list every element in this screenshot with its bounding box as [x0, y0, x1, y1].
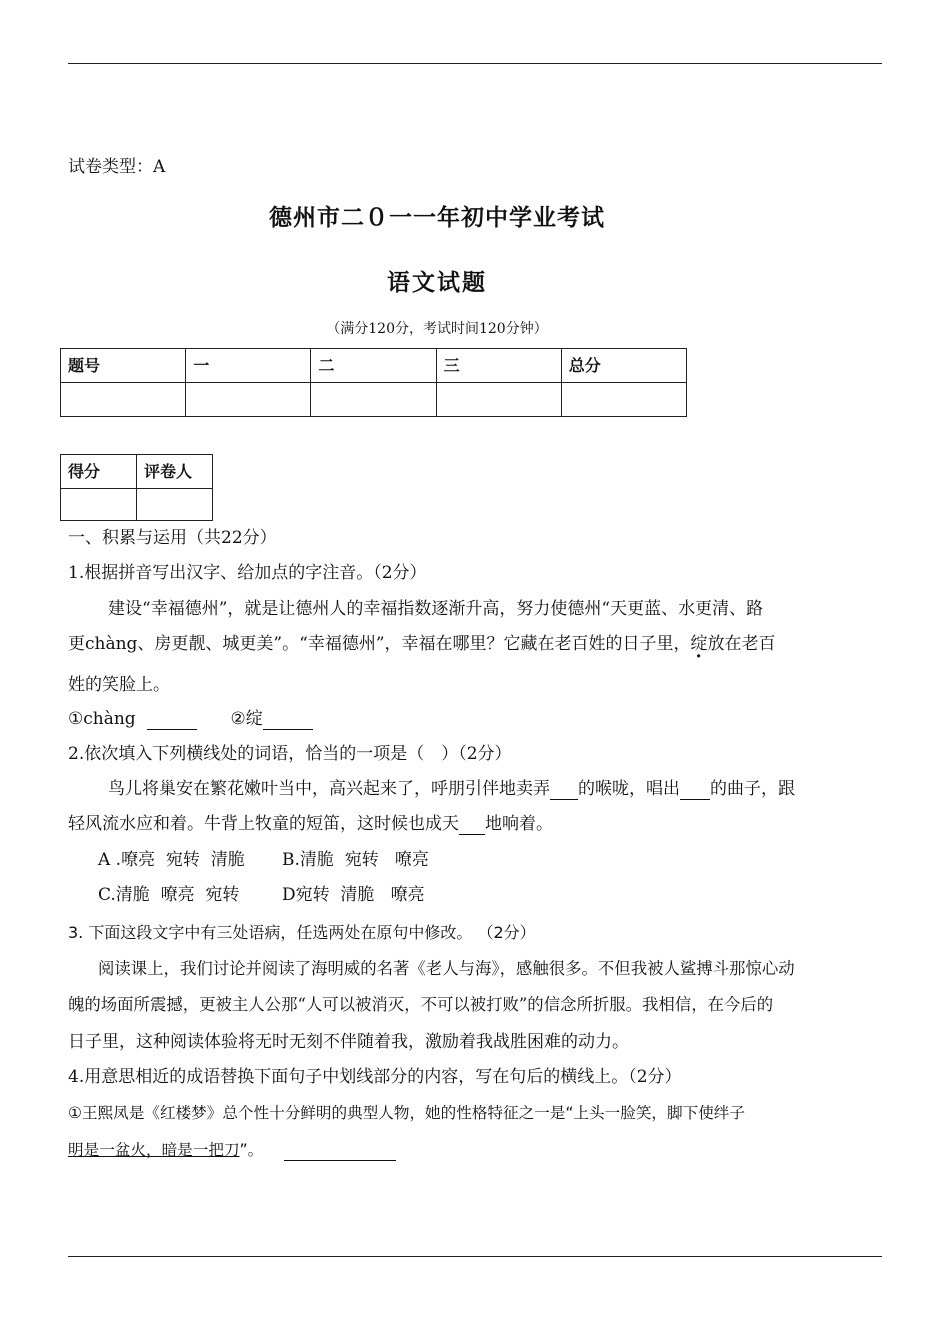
- q4-answer-blank[interactable]: [284, 1160, 396, 1161]
- score-value-cell[interactable]: [186, 383, 311, 417]
- score-value-cell[interactable]: [311, 383, 436, 417]
- q2-text-part: 的曲子，跟: [710, 779, 795, 799]
- q2-text-part: 轻风流水应和着。牛背上牧童的短笛，这时候也成天: [68, 814, 459, 834]
- q2-option-d[interactable]: D宛转 清脆 嘹亮: [282, 885, 425, 905]
- q2-blank-3[interactable]: [459, 834, 485, 835]
- grader-value-cell[interactable]: [137, 489, 213, 521]
- score-header-cell: 一: [186, 349, 311, 383]
- q1-item2-label: ②绽: [230, 709, 263, 729]
- q1-item2-blank[interactable]: [263, 729, 313, 730]
- q2-text-part: 地响着。: [485, 814, 553, 834]
- q3-line2: 魄的场面所震撼，更被主人公那“人可以被消灭，不可以被打败”的信念所折服。我相信，在今后的: [68, 995, 774, 1014]
- q4-underlined-phrase: 明是一盆火，暗是一把刀: [68, 1141, 240, 1159]
- q2-text-part: 的喉咙，唱出: [578, 779, 680, 799]
- q4-prompt: 4.用意思相近的成语替换下面句子中划线部分的内容，写在句后的横线上。（2分）: [68, 1067, 682, 1087]
- bottom-rule: [68, 1256, 882, 1257]
- dotted-char: 绽: [690, 634, 708, 654]
- top-rule: [68, 63, 882, 64]
- grader-table: [60, 454, 213, 521]
- q2-blank-1[interactable]: [550, 799, 578, 800]
- score-value-cell[interactable]: [436, 383, 561, 417]
- q1-passage-b-tail: 放在老百: [707, 634, 776, 654]
- q1-passage-line3: 姓的笑脸上。: [68, 675, 170, 695]
- q1-prompt: 1.根据拼音写出汉字、给加点的字注音。（2分）: [68, 563, 427, 583]
- q2-option-a[interactable]: A .嘹亮 宛转 清脆: [98, 850, 245, 870]
- q1-passage-line1: [108, 598, 763, 620]
- q2-text-line1: [108, 778, 795, 800]
- q2-option-b[interactable]: B.清脆 宛转 嘹亮: [282, 850, 429, 870]
- q2-blank-2[interactable]: [680, 799, 710, 800]
- q4-line2: [68, 1139, 396, 1161]
- grader-table-header-row: [61, 455, 213, 489]
- subject-title: 语文试题: [387, 269, 487, 296]
- score-value-cell[interactable]: [61, 383, 186, 417]
- q1-passage-b: 更chàng、房更靓、城更美”。“幸福德州”，幸福在哪里？它藏在老百姓的日子里，: [68, 634, 691, 654]
- grader-header-cell: 得分: [61, 455, 137, 489]
- score-table-value-row: [61, 383, 687, 417]
- q2-prompt: 2.依次填入下列横线处的词语，恰当的一项是（ ）（2分）: [68, 744, 512, 764]
- q1-passage-line2: [68, 633, 776, 655]
- score-header-cell: 题号: [61, 349, 186, 383]
- exam-info: （满分120分，考试时间120分钟）: [326, 321, 548, 337]
- q4-line1: ①王熙凤是《红楼梦》总个性十分鲜明的典型人物，她的性格特征之一是“上头一脸笑，脚下使绊子: [68, 1104, 745, 1122]
- q1-passage-a: 建设“幸福德州”，就是让德州人的幸福指数逐渐升高，努力使德州“天更蓝、水更清、路: [108, 599, 764, 619]
- score-header-cell: 总分: [561, 349, 686, 383]
- q1-item1-blank[interactable]: [147, 729, 197, 730]
- score-value-cell[interactable]: [561, 383, 686, 417]
- section-heading: 一、积累与运用（共22分）: [68, 528, 277, 548]
- grader-value-cell[interactable]: [61, 489, 137, 521]
- score-table-header-row: [61, 349, 687, 383]
- q2-option-c[interactable]: C.清脆 嘹亮 宛转: [98, 885, 240, 905]
- score-table: [60, 348, 687, 417]
- q3-line3: 日子里，这种阅读体验将无时无刻不伴随着我，激励着我战胜困难的动力。: [68, 1032, 629, 1052]
- main-title: 德州市二０一一年初中学业考试: [269, 204, 605, 231]
- q1-item1-label: ①chàng: [68, 709, 136, 729]
- score-header-cell: 二: [311, 349, 436, 383]
- score-header-cell: 三: [436, 349, 561, 383]
- paper-type: 试卷类型：A: [68, 157, 166, 177]
- q4-line2-tail: ”。: [239, 1141, 264, 1159]
- q2-text-part: 鸟儿将巢安在繁花嫩叶当中，高兴起来了，呼朋引伴地卖弄: [108, 779, 550, 799]
- grader-header-cell: 评卷人: [137, 455, 213, 489]
- q1-answers: [68, 708, 313, 730]
- grader-table-value-row: [61, 489, 213, 521]
- q3-prompt: 3. 下面这段文字中有三处语病，任选两处在原句中修改。 （2分）: [68, 923, 536, 942]
- q2-text-line2: [68, 813, 553, 835]
- q3-line1: 阅读课上，我们讨论并阅读了海明威的名著《老人与海》，感触很多。不但我被人鲨搏斗那惊心动: [98, 959, 795, 978]
